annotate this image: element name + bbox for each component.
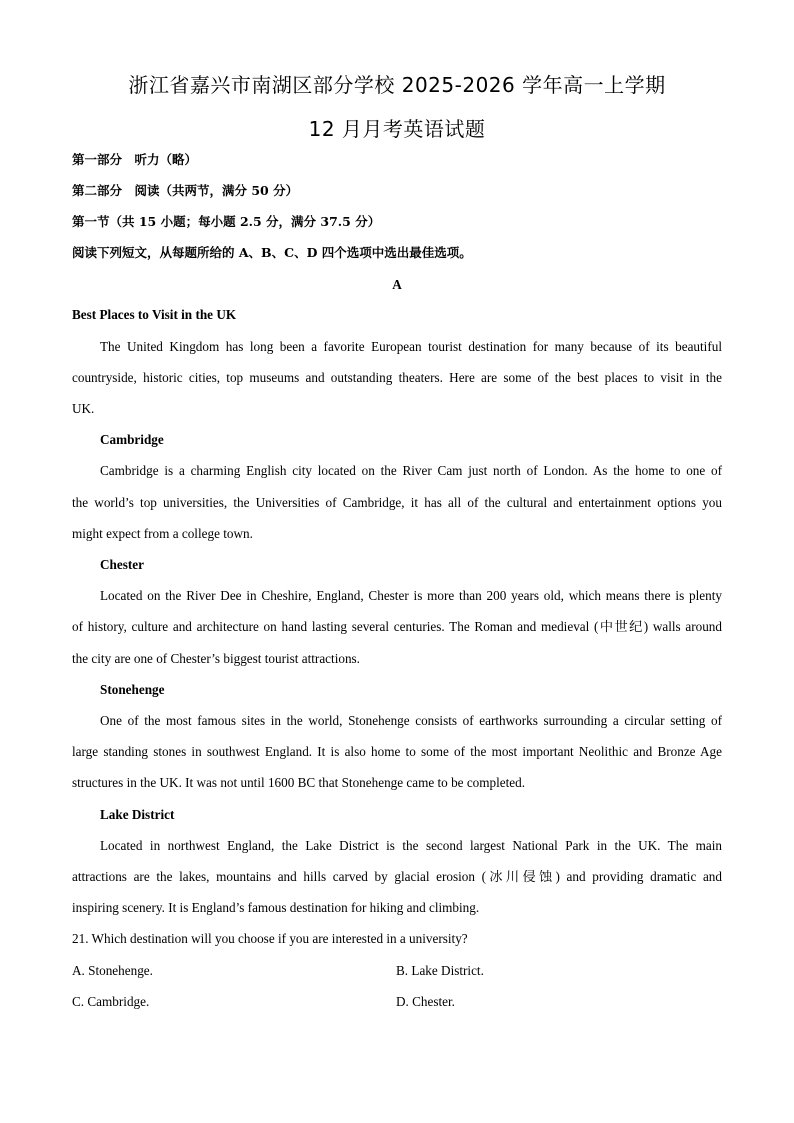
question-21-stem: 21. Which destination will you choose if you are interested in a university?: [72, 931, 468, 946]
exam-title-line2: 12 月月考英语试题: [308, 117, 486, 141]
place-heading-stonehenge: Stonehenge: [100, 682, 165, 697]
intro-line: countryside, historic cities, top museums and outstanding theaters. Here are some of the best places to visit in the: [72, 370, 722, 385]
passage-title: Best Places to Visit in the UK: [72, 307, 237, 322]
option-c: C. Cambridge.: [72, 994, 150, 1009]
section1-heading: 第一节（共 15 小题；每小题 2.5 分，满分 37.5 分）: [72, 214, 381, 229]
place-heading-lake-district: Lake District: [100, 807, 175, 822]
intro-line: UK.: [72, 401, 95, 416]
stonehenge-line: structures in the UK. It was not until 1600 BC that Stonehenge came to be completed.: [72, 775, 526, 790]
lake-district-line: Located in northwest England, the Lake District is the second largest National Park in the UK. The main: [100, 838, 722, 853]
lake-district-line: attractions are the lakes, mountains and hills carved by glacial erosion (冰川侵蚀) and providing dramatic and: [72, 869, 722, 884]
part1-heading: 第一部分 听力（略）: [72, 152, 198, 167]
lake-district-line: inspiring scenery. It is England’s famous destination for hiking and climbing.: [72, 900, 480, 915]
intro-line: The United Kingdom has long been a favorite European tourist destination for many because of its beautiful: [100, 339, 722, 354]
option-d: D. Chester.: [396, 994, 455, 1009]
place-heading-chester: Chester: [100, 557, 144, 572]
stonehenge-line: One of the most famous sites in the world, Stonehenge consists of earthworks surrounding a circular setting of: [100, 713, 722, 728]
exam-title-line1: 浙江省嘉兴市南湖区部分学校 2025-2026 学年高一上学期: [128, 73, 666, 97]
stonehenge-line: large standing stones in southwest England. It is also home to some of the most important Neolithic and Bronze Age: [72, 744, 722, 759]
chester-line: of history, culture and architecture on hand lasting several centuries. The Roman and medieval (中世纪) walls around: [72, 619, 722, 634]
part2-heading: 第二部分 阅读（共两节，满分 50 分）: [72, 183, 299, 198]
cambridge-line: Cambridge is a charming English city located on the River Cam just north of London. As the home to one of: [100, 463, 722, 478]
chester-line: Located on the River Dee in Cheshire, England, Chester is more than 200 years old, which means there is plenty: [100, 588, 722, 603]
reading-instruction: 阅读下列短文，从每题所给的 A、B、C、D 四个选项中选出最佳选项。: [72, 245, 472, 260]
place-heading-cambridge: Cambridge: [100, 432, 164, 447]
option-a: A. Stonehenge.: [72, 963, 153, 978]
chester-line: the city are one of Chester’s biggest tourist attractions.: [72, 651, 360, 666]
cambridge-line: might expect from a college town.: [72, 526, 253, 541]
passage-label: A: [392, 277, 402, 292]
cambridge-line: the world’s top universities, the Universities of Cambridge, it has all of the cultural and entertainment options you: [72, 495, 722, 510]
option-b: B. Lake District.: [396, 963, 484, 978]
